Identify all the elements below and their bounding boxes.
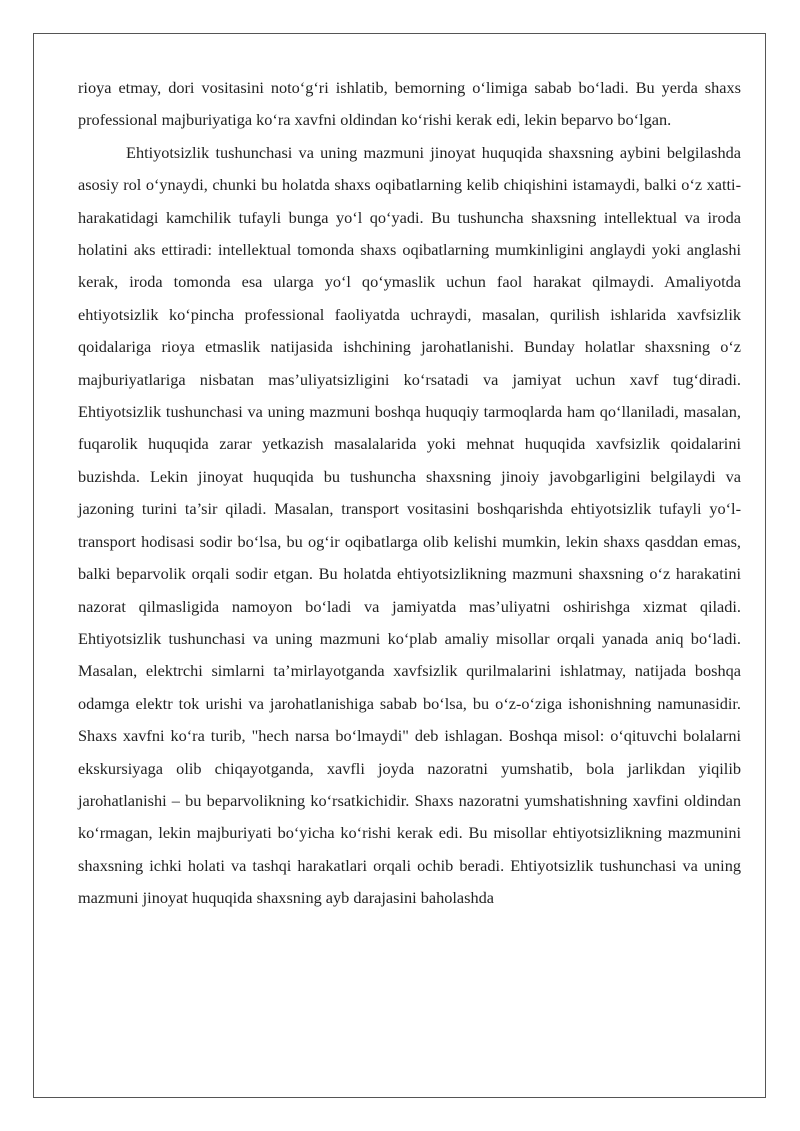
document-page (78, 72, 741, 915)
paragraph-continuation: rioya etmay, dori vositasini noto‘g‘ri ishlatib, bemorning o‘limiga sabab bo‘ladi. Bu yerda shaxs professional majburiyatiga ko‘ra xavfni oldindan ko‘rishi kerak edi, lekin beparvo bo‘lgan. (78, 78, 741, 130)
paragraph-ehtiyotsizlik: Ehtiyotsizlik tushunchasi va uning mazmuni jinoyat huquqida shaxsning aybini belgilashda asosiy rol o‘ynaydi, chunki bu holatda shaxs oqibatlarning kelib chiqishini istamaydi, balki o‘z xatti-harakatidagi kamchilik tufayli bunga yo‘l qo‘yadi. Bu tushuncha shaxsning intellektual va iroda holatini aks ettiradi: intellektual tomonda shaxs oqibatlarning mumkinligini anglaydi yoki anglashi kerak, iroda tomonda esa ularga yo‘l qo‘ymaslik uchun faol harakat qilmaydi. Amaliyotda ehtiyotsizlik ko‘pincha professional faoliyatda uchraydi, masalan, qurilish ishlarida xavfsizlik qoidalariga rioya etmaslik natijasida ishchining jarohatlanishi. Bunday holatlar shaxsning o‘z majburiyatlariga nisbatan mas’uliyatsizligini ko‘rsatadi va jamiyat uchun xavf tug‘diradi. Ehtiyotsizlik tushunchasi va uning mazmuni boshqa huquqiy tarmoqlarda ham qo‘llaniladi, masalan, fuqarolik huquqida zarar yetkazish masalalarida yoki mehnat huquqida xavfsizlik qoidalarini buzishda. Lekin jinoyat huquqida bu tushuncha shaxsning jinoiy javobgarligini belgilaydi va jazoning turini ta’sir qiladi. Masalan, transport vositasini boshqarishda ehtiyotsizlik tufayli yo‘l-transport hodisasi sodir bo‘lsa, bu og‘ir oqibatlarga olib kelishi mumkin, lekin shaxs qasddan emas, balki beparvolik orqali sodir etgan. Bu holatda ehtiyotsizlikning mazmuni shaxsning o‘z harakatini nazorat qilmasligida namoyon bo‘ladi va jamiyatda mas’uliyatni oshirishga xizmat qiladi. Ehtiyotsizlik tushunchasi va uning mazmuni ko‘plab amaliy misollar orqali yanada aniq bo‘ladi. Masalan, elektrchi simlarni ta’mirlayotganda xavfsizlik qurilmalarini ishlatmay, natijada boshqa odamga elektr tok urishi va jarohatlanishiga sabab bo‘lsa, bu o‘z-o‘ziga ishonishning namunasidir. Shaxs xavfni ko‘ra turib, "hech narsa bo‘lmaydi" deb ishlagan. Boshqa misol: o‘qituvchi bolalarni ekskursiyaga olib chiqayotganda, xavfli joyda nazoratni yumshatib, bola jarlikdan yiqilib jarohatlanishi – bu beparvolikning ko‘rsatkichidir. Shaxs nazoratni yumshatishning xavfini oldindan ko‘rmagan, lekin majburiyati bo‘yicha ko‘rishi kerak edi. Bu misollar ehtiyotsizlikning mazmunini shaxsning ichki holati va tashqi harakatlari orqali ochib beradi. Ehtiyotsizlik tushunchasi va uning mazmuni jinoyat huquqida shaxsning ayb darajasini baholashda (78, 142, 741, 908)
